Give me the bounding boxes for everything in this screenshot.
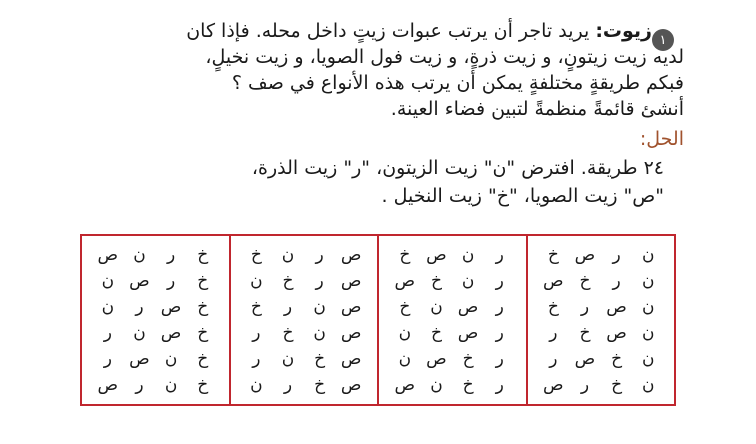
permutation-row [528, 375, 675, 395]
permutation-cell: ص [574, 349, 596, 369]
permutation-row [528, 297, 675, 317]
permutation-cell: خ [197, 245, 209, 265]
permutation-block [526, 236, 675, 404]
permutation-cell: ر [549, 323, 558, 343]
permutation-cell: ص [129, 349, 150, 369]
permutation-cell: خ [547, 297, 559, 317]
permutation-cell: ر [495, 245, 504, 265]
permutation-cell: ص [574, 245, 596, 265]
permutation-cell: خ [547, 245, 559, 265]
problem-line-2: لديه زيت زيتونٍ، و زيت ذرةٍ، و زيت فول الصويا، و زيت نخيلٍ، [205, 46, 684, 68]
permutation-cell: ن [430, 297, 443, 317]
permutation-cell: خ [197, 349, 209, 369]
permutation-cell: ن [281, 245, 295, 265]
permutation-cell: ص [543, 271, 564, 291]
permutation-cell: ص [340, 349, 362, 369]
permutation-cell: ص [340, 245, 362, 265]
permutation-cell: خ [282, 271, 294, 291]
permutation-cell: ر [580, 297, 590, 317]
permutation-row [82, 271, 229, 291]
permutation-cell: ر [315, 245, 324, 265]
permutation-cell: ر [252, 323, 261, 343]
permutation-row [82, 245, 229, 265]
permutation-cell: ر [495, 349, 504, 369]
permutation-cell: ر [612, 245, 621, 265]
permutation-cell: ن [133, 245, 146, 265]
permutation-cell: ر [166, 271, 176, 291]
permutation-cell: ص [340, 297, 362, 317]
permutation-cell: ن [133, 323, 146, 343]
permutation-row [231, 271, 378, 291]
permutation-cell: ن [250, 375, 263, 395]
permutation-cell: ص [160, 297, 182, 317]
permutation-cell: خ [399, 245, 411, 265]
permutation-cell: ر [580, 375, 590, 395]
permutation-cell: خ [250, 245, 262, 265]
permutation-cell: ن [430, 375, 443, 395]
permutation-cell: ص [543, 375, 564, 395]
permutation-cell: ر [135, 375, 144, 395]
permutation-cell: ن [641, 271, 655, 291]
permutation-cell: ر [495, 297, 504, 317]
permutation-cell: ص [340, 271, 362, 291]
permutation-cell: ر [283, 297, 293, 317]
permutation-cell: ص [394, 271, 416, 291]
permutation-cell: ن [313, 323, 326, 343]
permutation-cell: ر [495, 375, 504, 395]
permutation-cell: ص [394, 375, 416, 395]
permutation-cell: ن [461, 271, 475, 291]
permutation-cell: خ [314, 349, 326, 369]
permutation-cell: ن [461, 245, 475, 265]
permutation-row [231, 245, 378, 265]
permutation-row [528, 349, 675, 369]
permutation-row [82, 297, 229, 317]
permutation-cell: ر [549, 349, 558, 369]
permutation-cell: ص [97, 245, 119, 265]
permutation-cell: ر [495, 323, 504, 343]
permutation-cell: ص [606, 323, 627, 343]
permutation-cell: ص [97, 375, 119, 395]
permutation-row [379, 375, 526, 395]
permutation-cell: ص [457, 323, 479, 343]
problem-number-badge: ١ [652, 29, 674, 51]
permutation-cell: خ [197, 375, 209, 395]
problem-text [44, 18, 684, 122]
permutation-row [379, 349, 526, 369]
permutation-cell: خ [611, 375, 623, 395]
permutation-cell: ن [641, 375, 655, 395]
permutation-row [379, 271, 526, 291]
permutation-cell: ن [641, 297, 655, 317]
permutation-cell: ر [283, 375, 293, 395]
permutation-cell: ن [641, 349, 655, 369]
problem-line-1 [44, 18, 684, 44]
permutation-row [231, 349, 378, 369]
permutation-cell: خ [611, 349, 623, 369]
permutation-cell: ر [612, 271, 621, 291]
problem-line-1-text: يريد تاجر أن يرتب عبوات زيتٍ داخل محله. فإذا كان [186, 20, 590, 42]
permutation-cell: ن [101, 271, 115, 291]
permutation-cell: ن [281, 349, 295, 369]
solution-line-2: "ص" زيت الصويا، "خ" زيت النخيل . [381, 185, 664, 207]
permutation-row [379, 245, 526, 265]
permutation-cell: خ [430, 271, 442, 291]
permutation-cell: خ [282, 323, 294, 343]
permutation-cell: ص [129, 271, 150, 291]
permutation-cell: خ [197, 323, 209, 343]
problem-line-4: أنشئ قائمةً منظمةً لتبين فضاء العينة. [390, 98, 684, 120]
permutation-cell: ن [398, 349, 412, 369]
permutation-cell: ص [340, 323, 362, 343]
permutation-cell: ص [426, 349, 447, 369]
permutation-cell: ن [101, 297, 115, 317]
permutation-cell: ن [250, 271, 263, 291]
permutation-block [377, 236, 526, 404]
permutation-row [528, 245, 675, 265]
solution-line-1: ٢٤ طريقة. افترض "ن" زيت الزيتون، "ر" زيت الذرة، [251, 157, 664, 179]
permutation-cell: ن [313, 297, 326, 317]
permutation-cell: ن [398, 323, 412, 343]
permutation-row [82, 349, 229, 369]
permutation-cell: ص [457, 297, 479, 317]
permutation-row [379, 323, 526, 343]
permutation-cell: ص [340, 375, 362, 395]
permutation-cell: ن [641, 245, 655, 265]
permutation-cell: ر [135, 297, 144, 317]
permutation-cell: ن [164, 375, 178, 395]
permutation-cell: ن [641, 323, 655, 343]
solution-label: الحل: [639, 128, 684, 150]
permutation-block [229, 236, 378, 404]
permutation-cell: خ [462, 349, 474, 369]
permutation-cell: خ [399, 297, 411, 317]
permutation-row [231, 323, 378, 343]
permutation-cell: خ [197, 297, 209, 317]
permutation-cell: ص [606, 297, 627, 317]
permutation-cell: ر [252, 349, 261, 369]
permutation-row [379, 297, 526, 317]
solution-text [104, 154, 664, 210]
permutation-cell: ص [426, 245, 447, 265]
permutation-row [231, 297, 378, 317]
permutation-cell: خ [250, 297, 262, 317]
permutation-cell: خ [314, 375, 326, 395]
permutation-cell: ص [160, 323, 182, 343]
sample-space-table [80, 234, 676, 406]
permutation-cell: خ [579, 323, 591, 343]
permutation-row [528, 323, 675, 343]
problem-lead: زيوت: [595, 20, 652, 42]
permutation-cell: ن [164, 349, 178, 369]
permutation-cell: ر [166, 245, 176, 265]
permutation-cell: خ [430, 323, 442, 343]
permutation-cell: خ [197, 271, 209, 291]
permutation-cell: خ [579, 271, 591, 291]
permutation-cell: ر [103, 323, 112, 343]
permutation-cell: خ [462, 375, 474, 395]
permutation-row [82, 375, 229, 395]
permutation-row [528, 271, 675, 291]
permutation-row [82, 323, 229, 343]
problem-line-3: فبكم طريقةٍ مختلفةٍ يمكن أن يرتب هذه الأنواع في صف ؟ [231, 72, 684, 94]
permutation-cell: ر [103, 349, 112, 369]
permutation-row [231, 375, 378, 395]
permutation-block [82, 236, 229, 404]
permutation-cell: ر [495, 271, 504, 291]
permutation-cell: ر [315, 271, 324, 291]
